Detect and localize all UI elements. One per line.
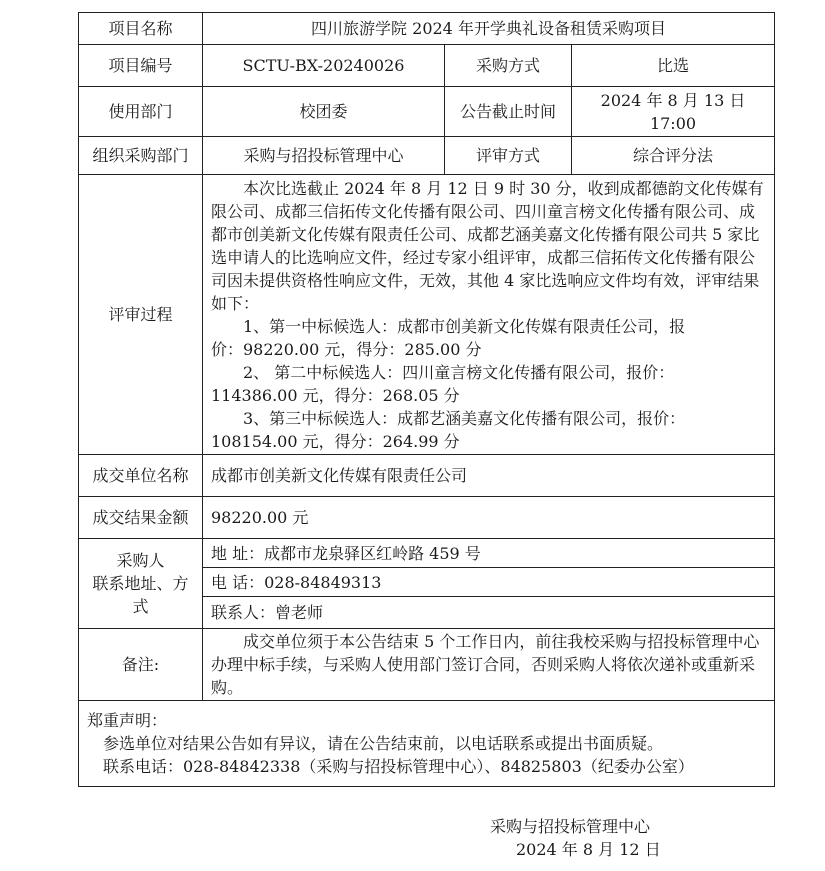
notice-line-2: 联系电话：028-84842338（采购与招投标管理中心）、84825803（纪委办公室） — [103, 757, 694, 776]
dept-value: 校团委 — [203, 87, 445, 137]
buyer-label — [79, 539, 203, 629]
notice-title: 郑重声明： — [87, 711, 168, 730]
winner-value: 成都市创美新文化传媒有限责任公司 — [203, 455, 775, 497]
row-org-dept — [79, 137, 775, 175]
buyer-label-line3: 式 — [132, 597, 149, 616]
review-method-label: 评审方式 — [445, 137, 572, 175]
org-dept-value: 采购与招投标管理中心 — [203, 137, 445, 175]
review-method-value: 综合评分法 — [572, 137, 775, 175]
deadline-date: 2024 年 8 月 13 日 — [600, 90, 746, 110]
notice-content — [79, 701, 775, 787]
purchase-method-label: 采购方式 — [445, 45, 572, 87]
signature-date: 2024 年 8 月 12 日 — [516, 840, 661, 859]
row-project-name — [79, 13, 775, 45]
review-process-intro: 本次比选截止 2024 年 8 月 12 日 9 时 30 分，收到成都德韵文化传媒有限公司、成都三信拓传文化传播有限公司、四川童言榜文化传播有限公司、成都市创美新文化传媒有限责任公司、成都艺涵美嘉文化传播有限公司共 5 家比选申请人的比选响应文件，经过专家小组评审，成都三信拓传文化传播有限公司因未提供资格性响应文件，无效，其他 4 家比选响应文件均有效，评审结果如下： — [211, 178, 764, 313]
project-no-value: SCTU-BX-20240026 — [203, 45, 445, 87]
dept-label: 使用部门 — [79, 87, 203, 137]
remarks-text: 成交单位须于本公告结束 5 个工作日内，前往我校采购与招投标管理中心办理中标手续，与采购人使用部门签订合同，否则采购人将依次递补或重新采购。 — [211, 632, 760, 697]
buyer-label-line1: 采购人 — [116, 551, 165, 570]
candidate-1-line2: 价：98220.00 元，得分：285.00 分 — [211, 339, 482, 359]
review-process-label: 评审过程 — [79, 175, 203, 455]
row-dept — [79, 87, 775, 137]
candidate-2-line2: 114386.00 元，得分：268.05 分 — [211, 385, 460, 405]
buyer-contact: 联系人：曾老师 — [203, 597, 775, 629]
candidate-3-line1: 3、第三中标候选人：成都艺涵美嘉文化传播有限公司，报价： — [243, 408, 686, 428]
announcement-table — [78, 12, 775, 787]
amount-value: 98220.00 元 — [203, 497, 775, 539]
row-buyer-address — [79, 539, 775, 568]
project-no-label: 项目编号 — [79, 45, 203, 87]
row-remarks — [79, 629, 775, 701]
candidate-3-line2: 108154.00 元，得分：264.99 分 — [211, 431, 460, 451]
row-project-no — [79, 45, 775, 87]
row-amount — [79, 497, 775, 539]
buyer-phone: 电 话：028-84849313 — [203, 568, 775, 597]
row-notice — [79, 701, 775, 787]
purchase-method-value: 比选 — [572, 45, 775, 87]
project-name-label: 项目名称 — [79, 13, 203, 45]
buyer-address: 地 址：成都市龙泉驿区红岭路 459 号 — [203, 539, 775, 568]
org-dept-label: 组织采购部门 — [79, 137, 203, 175]
deadline-value — [572, 87, 775, 137]
row-review-process — [79, 175, 775, 455]
candidate-2-line1: 2、 第二中标候选人：四川童言榜文化传播有限公司，报价： — [243, 362, 675, 382]
buyer-label-line2: 联系地址、方 — [92, 574, 189, 593]
remarks-label: 备注: — [79, 629, 203, 701]
deadline-time: 17:00 — [649, 113, 697, 133]
signature-block — [490, 815, 661, 861]
deadline-label: 公告截止时间 — [445, 87, 572, 137]
notice-line-1: 参选单位对结果公告如有异议，请在公告结束前，以电话联系或提出书面质疑。 — [103, 734, 664, 753]
review-process-content — [203, 175, 775, 455]
row-winner — [79, 455, 775, 497]
remarks-value — [203, 629, 775, 701]
signature-org: 采购与招投标管理中心 — [490, 817, 651, 836]
candidate-1-line1: 1、第一中标候选人：成都市创美新文化传媒有限责任公司，报 — [243, 316, 686, 336]
winner-label: 成交单位名称 — [79, 455, 203, 497]
amount-label: 成交结果金额 — [79, 497, 203, 539]
project-name-value: 四川旅游学院 2024 年开学典礼设备租赁采购项目 — [203, 13, 775, 45]
